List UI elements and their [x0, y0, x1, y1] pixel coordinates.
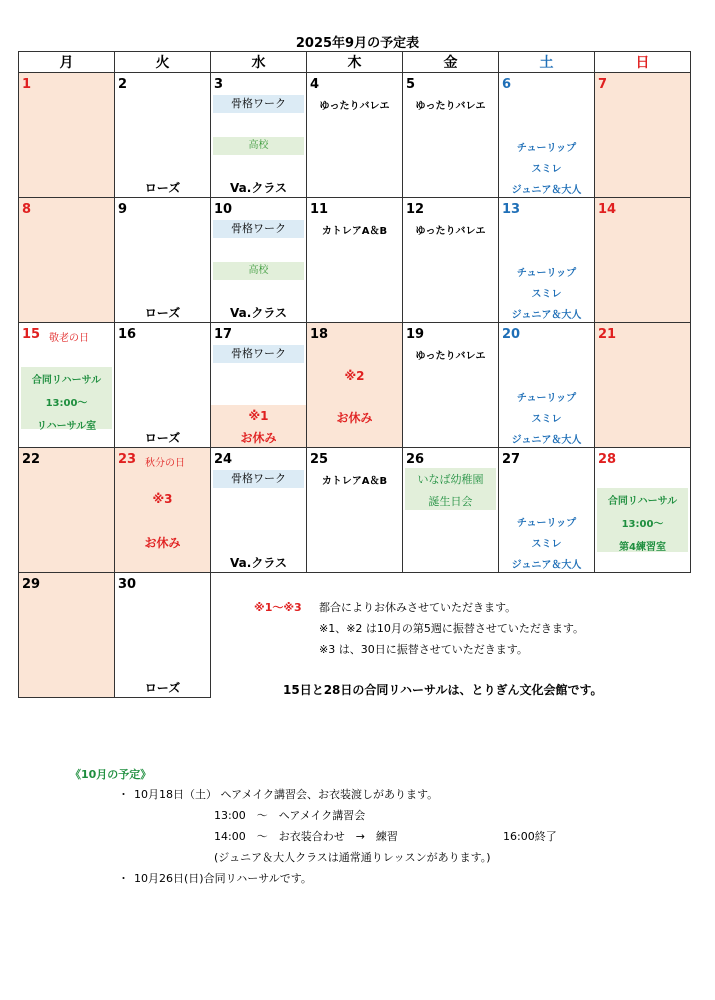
- event-label: ゆったりバレエ: [319, 101, 390, 112]
- day-cell: [307, 73, 403, 198]
- day-number: 30: [118, 577, 137, 592]
- event-label: スミレ: [531, 164, 562, 175]
- event-label: ローズ: [144, 431, 181, 445]
- day-number: 17: [214, 327, 233, 342]
- october-end-time: 16:00終了: [503, 830, 557, 843]
- weekday-tue: 火: [115, 52, 211, 73]
- day-cell: [19, 448, 115, 573]
- day-number: 25: [310, 452, 329, 467]
- day-number: 16: [118, 327, 137, 342]
- day-cell: [115, 73, 211, 198]
- event-label: ゆったりバレエ: [415, 351, 486, 362]
- day-cell: [211, 448, 307, 573]
- day-cell: [211, 323, 307, 448]
- day-cell: [115, 198, 211, 323]
- weekday-sat: 土: [499, 52, 595, 73]
- october-subitem: 13:00 ～ ヘアメイク講習会: [214, 809, 366, 822]
- day-cell: [595, 198, 691, 323]
- event-label: お休み: [336, 411, 373, 425]
- day-number: 8: [22, 202, 32, 217]
- day-cell: [307, 198, 403, 323]
- day-number: 7: [598, 77, 608, 92]
- day-number: 12: [406, 202, 425, 217]
- day-cell: [211, 198, 307, 323]
- day-number: 4: [310, 77, 320, 92]
- week-row: [19, 198, 691, 323]
- day-number: 18: [310, 327, 329, 342]
- day-number: 20: [502, 327, 521, 342]
- event-label: チューリップ: [516, 143, 577, 154]
- weekday-thu: 木: [307, 52, 403, 73]
- event-label: チューリップ: [516, 393, 577, 404]
- event-label: お休み: [144, 536, 181, 550]
- event-block: [597, 488, 688, 552]
- event-label: ※3: [152, 492, 173, 506]
- day-cell: [115, 448, 211, 573]
- day-number: 28: [598, 452, 617, 467]
- event-label: スミレ: [531, 539, 562, 550]
- october-heading: 《10月の予定》: [70, 768, 152, 781]
- day-number: 2: [118, 77, 128, 92]
- note-line: ※3 は、30日に振替させていただきます。: [319, 643, 528, 656]
- holiday-name: 敬老の日: [49, 333, 89, 344]
- event-label: お休み: [240, 431, 277, 445]
- day-cell: [499, 198, 595, 323]
- event-label: ※1: [248, 409, 269, 423]
- event-label: ゆったりバレエ: [415, 101, 486, 112]
- day-number: 21: [598, 327, 617, 342]
- day-cell: [115, 323, 211, 448]
- event-label: ※2: [344, 369, 365, 383]
- day-number: 14: [598, 202, 617, 217]
- event-label: 高校: [213, 137, 304, 155]
- event-label: Va.クラス: [230, 556, 287, 570]
- day-number: 3: [214, 77, 224, 92]
- day-number: 15: [22, 327, 41, 342]
- event-label: ジュニア＆大人: [511, 185, 582, 196]
- weekday-wed: 水: [211, 52, 307, 73]
- day-cell: [307, 323, 403, 448]
- day-number: 26: [406, 452, 425, 467]
- day-cell: [19, 323, 115, 448]
- event-label: ローズ: [144, 306, 181, 320]
- event-label: ジュニア＆大人: [511, 310, 582, 321]
- october-subitem: (ジュニア＆大人クラスは通常通りレッスンがあります。): [214, 851, 491, 864]
- day-cell: [499, 73, 595, 198]
- day-number: 9: [118, 202, 128, 217]
- day-cell: [403, 73, 499, 198]
- day-number: 13: [502, 202, 521, 217]
- day-cell: [19, 573, 115, 698]
- event-label: 高校: [213, 262, 304, 280]
- day-number: 29: [22, 577, 41, 592]
- weekday-mon: 月: [19, 52, 115, 73]
- event-label: ジュニア＆大人: [511, 560, 582, 571]
- note-line: 都合によりお休みさせていただきます。: [319, 601, 517, 614]
- day-number: 27: [502, 452, 521, 467]
- event-label: Va.クラス: [230, 181, 287, 195]
- event-label: 合同リハーサル: [31, 375, 102, 386]
- october-item: 10月26日(日)合同リハーサルです。: [134, 872, 312, 885]
- day-cell: [211, 73, 307, 198]
- day-cell: [499, 448, 595, 573]
- day-number: 24: [214, 452, 233, 467]
- event-label: 骨格ワーク: [213, 345, 304, 363]
- october-item: 10月18日（土） ヘアメイク講習会、お衣装渡しがあります。: [134, 788, 439, 801]
- event-label: 13:00～: [45, 398, 88, 409]
- event-block: [21, 367, 112, 432]
- day-cell: [19, 73, 115, 198]
- weekday-sun: 日: [595, 52, 691, 73]
- event-label: カトレアA＆B: [321, 226, 388, 237]
- event-label: ゆったりバレエ: [415, 226, 486, 237]
- event-label: 合同リハーサル: [607, 496, 678, 507]
- week-row: [19, 323, 691, 448]
- weekday-header-row: [19, 52, 691, 73]
- week-row: [19, 73, 691, 198]
- day-cell: [595, 448, 691, 573]
- event-label: ローズ: [144, 181, 181, 195]
- day-cell: [403, 448, 499, 573]
- day-number: 1: [22, 77, 32, 92]
- event-label: スミレ: [531, 289, 562, 300]
- event-block: [405, 468, 496, 510]
- event-label: 骨格ワーク: [213, 220, 304, 238]
- day-cell: [499, 323, 595, 448]
- day-number: 6: [502, 77, 512, 92]
- week-row: [19, 448, 691, 573]
- event-label: ジュニア＆大人: [511, 435, 582, 446]
- event-label: チューリップ: [516, 268, 577, 279]
- day-number: 23: [118, 452, 137, 467]
- day-cell: [595, 73, 691, 198]
- october-subitem: 14:00 ～ お衣装合わせ → 練習: [214, 830, 398, 843]
- note-mark-range: ※1～※3: [254, 601, 302, 614]
- event-label: 第4練習室: [619, 542, 666, 553]
- event-label: Va.クラス: [230, 306, 287, 320]
- weekday-fri: 金: [403, 52, 499, 73]
- event-label: 骨格ワーク: [213, 470, 304, 488]
- bullet: ・: [118, 788, 129, 801]
- day-number: 10: [214, 202, 233, 217]
- event-label: いなば幼稚園: [417, 473, 484, 486]
- day-cell: [19, 198, 115, 323]
- event-label: 13:00～: [621, 519, 664, 530]
- event-label: チューリップ: [516, 518, 577, 529]
- day-number: 5: [406, 77, 416, 92]
- day-cell: [403, 323, 499, 448]
- day-number: 19: [406, 327, 425, 342]
- page-title: 2025年9月の予定表: [295, 36, 420, 51]
- day-cell: [115, 573, 211, 698]
- day-cell: [595, 323, 691, 448]
- bullet: ・: [118, 872, 129, 885]
- day-number: 11: [310, 202, 329, 217]
- day-cell: [307, 448, 403, 573]
- event-label: カトレアA＆B: [321, 476, 388, 487]
- note-line: ※1、※2 は10月の第5週に振替させていただきます。: [319, 622, 585, 635]
- day-cell: [403, 198, 499, 323]
- holiday-name: 秋分の日: [145, 458, 185, 469]
- event-label: スミレ: [531, 414, 562, 425]
- event-label: ローズ: [144, 681, 181, 695]
- event-label: リハーサル室: [36, 421, 97, 432]
- note-venue: 15日と28日の合同リハーサルは、とりぎん文化会館です。: [283, 683, 603, 697]
- day-number: 22: [22, 452, 41, 467]
- event-label: 誕生日会: [428, 495, 473, 508]
- event-label: 骨格ワーク: [213, 95, 304, 113]
